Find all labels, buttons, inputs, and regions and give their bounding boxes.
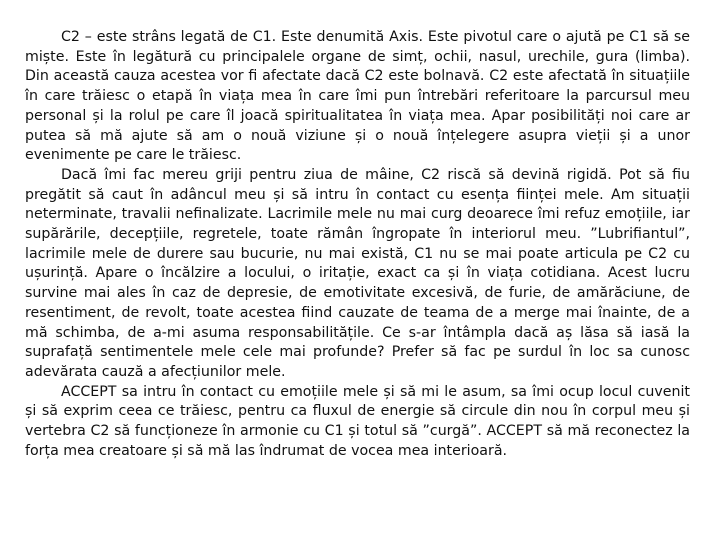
paragraph-text-second: să mă reconectez la forța mea creatoare și să mă las îndrumat de vocea mea interioară. [25,423,690,459]
paragraph-text: sa intru în contact cu emoțiile mele și să mi le asum, sa îmi ocup locul cuvenit și să exprim ceea ce trăiesc, pentru ca fluxul de energie să circule din nou în corpul meu și vertebra C2 să funcționeze în armonie cu C1 și totul să ”curgă”. [25,383,690,440]
document-body [25,28,690,461]
paragraph-c2-intro [25,28,690,166]
paragraph-worries [25,166,690,383]
paragraph-lead: C2 [61,29,80,45]
paragraph-text: – este strâns legată de C1. Este denumită Axis. Este pivotul care o ajută pe C1 să se miște. Este în legătură cu principalele organe de simț, ochii, nasul, urechile, gura (limba). Din această cauza acestea vor fi afectate dacă C2 este bolnavă. C2 este afectată în situațiile în care trăiesc o etapă în viața mea în care îmi pun întrebări referitoare la parcursul meu personal și la rolul pe care îl joacă spiritualitatea în viața mea. Apar posibilități noi care ar putea să mă ajute să am o nouă viziune și o nouă înțelegere asupra vieții și a unor evenimente pe care le trăiesc. [25,29,690,164]
paragraph-text: Dacă îmi fac mereu griji pentru ziua de mâine, C2 riscă să devină rigidă. Pot să fiu pregătit să caut în adâncul meu și să intru în contact cu esența ființei mele. Am situații neterminate, travalii nefinalizate. Lacrimile mele nu mai curg deoarece îmi refuz emoțiile, iar supărările, decepțiile, regretele, toate rămân îngropate în interiorul meu. ”Lubrifiantul”, lacrimile mele de durere sau bucurie, nu mai există, C1 nu se mai poate articula pe C2 cu ușurință. Apare o încălzire a locului, o iritație, exact ca și în viața cotidiana. Acest lucru survine mai ales în caz de depresie, de emotivitate excesivă, de furie, de amărăciune, de resentiment, de revolt, toate acestea fiind cauzate de teama de a merge mai înainte, de a mă schimba, de a-mi asuma responsabilitățile. Ce s-ar întâmpla dacă aș lăsa să iasă la suprafață sentimentele mele cele mai profunde? Prefer să fac pe surdul în loc sa cunosc adevărata cauză a afecțiunilor mele. [25,166,690,380]
paragraph-accept [25,383,690,462]
paragraph-lead-second: ACCEPT [486,423,542,440]
paragraph-lead: ACCEPT [61,383,117,400]
